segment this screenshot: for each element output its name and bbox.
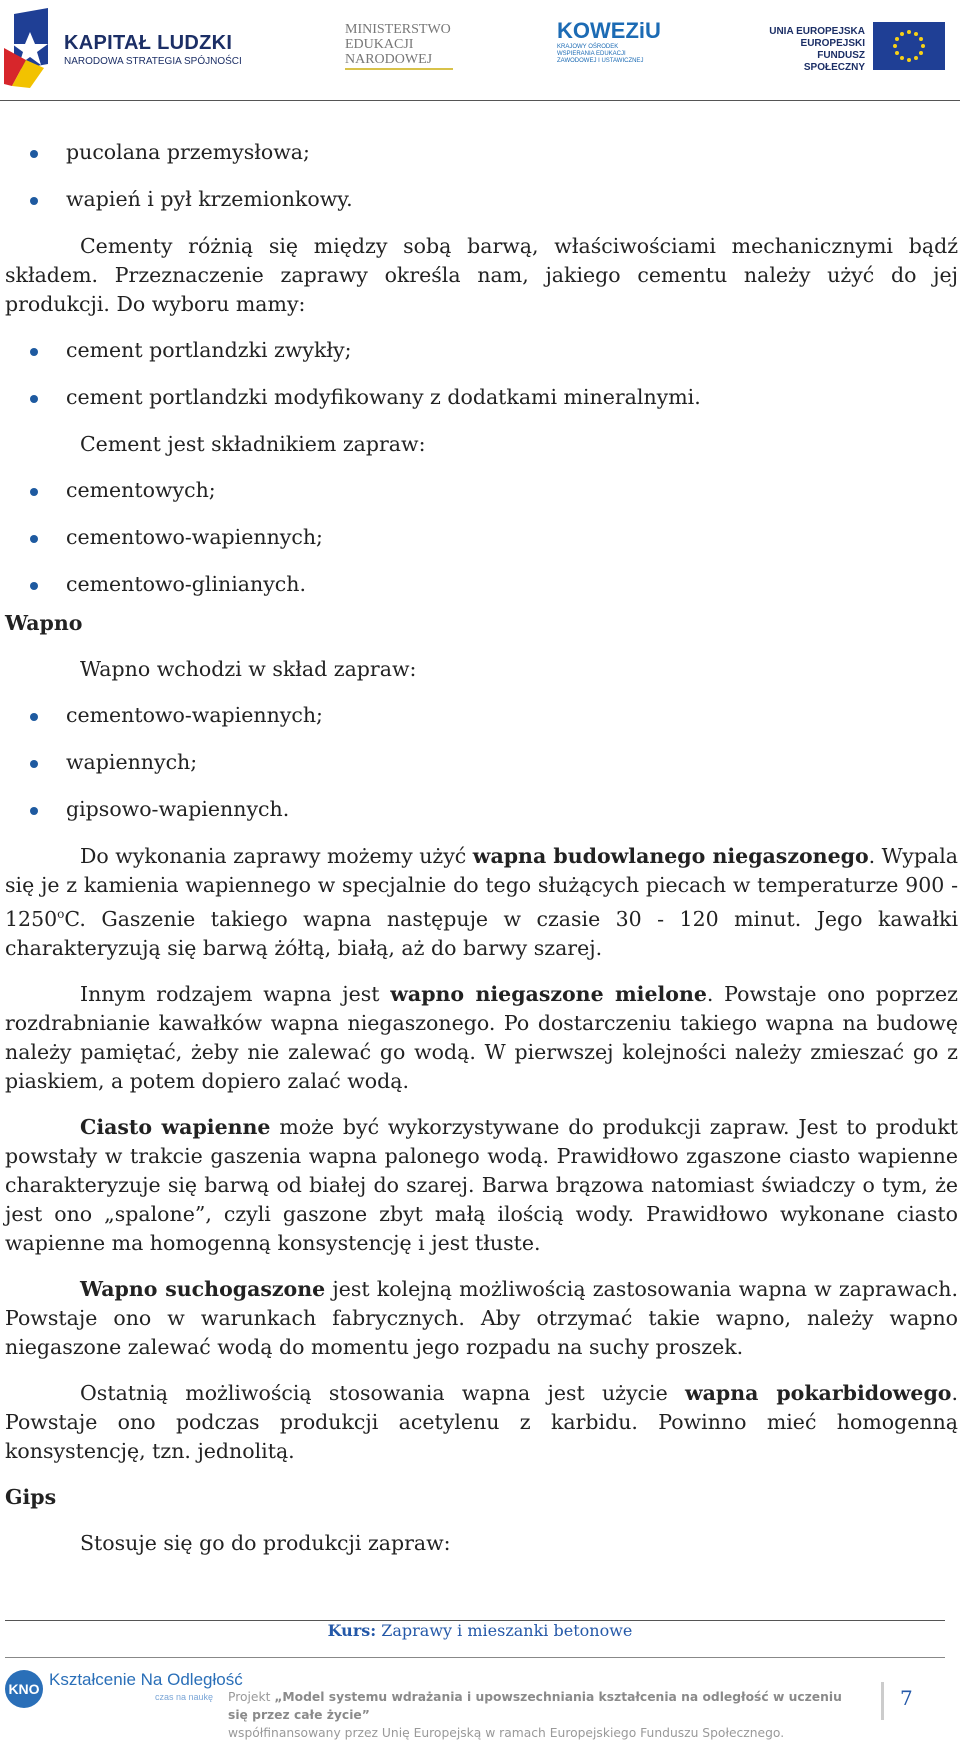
kno-logo-icon: KNO bbox=[5, 1670, 43, 1708]
page-number-separator bbox=[881, 1682, 884, 1720]
document-body bbox=[5, 138, 958, 1575]
paragraph bbox=[5, 842, 958, 963]
bold-term: Ciasto wapienne bbox=[80, 1114, 271, 1139]
list-item-text: cementowo-wapiennych; bbox=[66, 525, 323, 549]
men-line-2: EDUKACJI bbox=[345, 37, 414, 52]
bullet-icon bbox=[30, 582, 38, 590]
list-item-text: wapiennych; bbox=[66, 750, 198, 774]
ksztalcenie-logo bbox=[5, 1668, 243, 1716]
paragraph bbox=[5, 1379, 958, 1466]
bullet-icon bbox=[30, 395, 38, 403]
paragraph bbox=[5, 980, 958, 1096]
list-item-text: cement portlandzki zwykły; bbox=[66, 338, 352, 362]
bullet-icon bbox=[30, 760, 38, 768]
bullet-icon bbox=[30, 197, 38, 205]
list-item bbox=[5, 795, 958, 824]
course-label: Kurs: bbox=[327, 1621, 377, 1640]
kowezu-subtitle: KRAJOWY OŚRODEK WSPIERANIA EDUKACJI ZAWODOWEJ I USTAWICZNEJ bbox=[557, 44, 644, 64]
bold-term: wapna budowlanego niegaszonego bbox=[472, 844, 869, 868]
bullet-icon bbox=[30, 535, 38, 543]
page-number: 7 bbox=[900, 1686, 913, 1710]
list-item bbox=[5, 383, 958, 412]
list-item bbox=[5, 523, 958, 552]
list-intro: Wapno wchodzi w skład zapraw: bbox=[80, 657, 417, 681]
ue-line-2: EUROPEJSKI bbox=[800, 38, 865, 49]
list-item bbox=[5, 336, 958, 365]
degree-superscript: o bbox=[57, 907, 65, 921]
section-heading-gips: Gips bbox=[5, 1484, 57, 1509]
eu-flag-icon bbox=[873, 22, 945, 70]
bold-term: Wapno suchogaszone bbox=[80, 1276, 326, 1301]
project-prefix: Projekt bbox=[228, 1690, 275, 1704]
list-item-text: gipsowo-wapiennych. bbox=[66, 797, 290, 821]
men-line-1: MINISTERSTWO bbox=[345, 22, 451, 37]
list-item-text: cementowych; bbox=[66, 478, 216, 502]
men-logo-text bbox=[345, 22, 451, 67]
bullet-icon bbox=[30, 488, 38, 496]
paragraph: Cementy różnią się między sobą barwą, właściwościami mechanicznymi bądź składem. Przeznaczenie zaprawy określa nam, jakiego cementu należy użyć do jej produkcji. Do wyboru mamy: bbox=[5, 234, 958, 316]
kapital-ludzki-subtitle: NARODOWA STRATEGIA SPÓJNOŚCI bbox=[64, 56, 242, 67]
list-item bbox=[5, 185, 958, 214]
list-item-text: cement portlandzki modyfikowany z dodatkami mineralnymi. bbox=[66, 385, 701, 409]
project-line-1 bbox=[228, 1688, 848, 1724]
men-line-3: NARODOWEJ bbox=[345, 52, 433, 67]
text-run: jest kolejną możliwością zastosowania wapna w zaprawach. Powstaje ono w warunkach fabrycznych. Aby otrzymać takie wapno, należy wapno niegaszone zalewać wodą do momentu jego rozpadu na suchy proszek. bbox=[5, 1276, 958, 1359]
project-info bbox=[228, 1688, 848, 1742]
bullet-icon bbox=[30, 348, 38, 356]
paragraph bbox=[5, 1275, 958, 1362]
list-item-text: pucolana przemysłowa; bbox=[66, 140, 310, 164]
course-title bbox=[0, 1621, 960, 1640]
text-run: Ostatnią możliwością stosowania wapna jest użycie bbox=[80, 1380, 685, 1405]
text-run: Do wykonania zaprawy możemy użyć bbox=[80, 844, 473, 868]
kapital-ludzki-title: KAPITAŁ LUDZKI bbox=[64, 32, 233, 54]
ksztalcenie-subtitle: czas na naukę bbox=[155, 1692, 214, 1702]
men-decor-line bbox=[345, 68, 453, 70]
project-line-2: współfinansowany przez Unię Europejską w ramach Europejskiego Funduszu Społecznego. bbox=[228, 1726, 785, 1740]
text-run: C. Gaszenie takiego wapna następuje w czasie 30 - 120 minut. Jego kawałki charakteryzują się barwą żółtą, białą, aż do barwy szarej. bbox=[5, 906, 958, 960]
text-run: może być wykorzystywane do produkcji zapraw. Jest to produkt powstały w trakcie gaszenia wapna palonego wodą. Prawidłowo zgaszone ciasto wapienne charakteryzuje się barwą od białej do szarej. Barwa brązowa natomiast świadczy o tym, że jest ono „spalone”, czyli gaszone zbyt małą ilością wody. Prawidłowo wykonane ciasto wapienne ma homogenną konsystencję i jest tłuste. bbox=[5, 1114, 959, 1255]
ue-logo-text bbox=[755, 26, 865, 74]
text-run: . Powstaje ono podczas produkcji acetylenu z karbidu. Powinno mieć homogenną konsystencję, tzn. jednolitą. bbox=[5, 1380, 958, 1463]
section-heading-wapno: Wapno bbox=[5, 611, 83, 635]
ue-line-3: FUNDUSZ SPOŁECZNY bbox=[803, 50, 865, 73]
text-run: . Powstaje ono poprzez rozdrabnianie kawałków wapna niegaszonego. Po dostarczeniu takiego wapna na budowę należy pamiętać, żeby nie zalewać go wodą. W pierwszej kolejności należy zmieszać go z piaskiem, a potem dopiero zalać wodą. bbox=[5, 981, 958, 1093]
ue-line-1: UNIA EUROPEJSKA bbox=[769, 26, 865, 37]
list-intro: Cement jest składnikiem zapraw: bbox=[80, 432, 426, 456]
list-item bbox=[5, 701, 958, 730]
text-run: Innym rodzajem wapna jest bbox=[80, 981, 391, 1006]
list-intro: Stosuje się go do produkcji zapraw: bbox=[80, 1530, 451, 1555]
text-run: . Wypala się je z kamienia wapiennego w specjalnie do tego służących piecach w temperaturze 900 - 1250 bbox=[5, 844, 958, 931]
course-name: Zaprawy i mieszanki betonowe bbox=[376, 1621, 633, 1640]
bullet-icon bbox=[30, 150, 38, 158]
list-item-text: cementowo-wapiennych; bbox=[66, 703, 323, 727]
list-item bbox=[5, 138, 958, 167]
bold-term: wapno niegaszone mielone bbox=[390, 981, 707, 1006]
list-item bbox=[5, 476, 958, 505]
kowezu-logo bbox=[557, 18, 661, 65]
kapital-ludzki-logo-icon bbox=[4, 8, 58, 88]
bullet-icon bbox=[30, 713, 38, 721]
list-item-text: wapień i pył krzemionkowy. bbox=[66, 187, 353, 211]
list-item bbox=[5, 748, 958, 777]
bold-term: wapna pokarbidowego bbox=[685, 1380, 952, 1405]
kowezu-title: KOWEZiU bbox=[557, 18, 661, 43]
page-header bbox=[0, 0, 960, 101]
kapital-ludzki-text bbox=[64, 32, 242, 67]
footer-divider bbox=[5, 1657, 945, 1658]
project-title: „Model systemu wdrażania i upowszechniania kształcenia na odległość w uczeniu się przez całe życie” bbox=[228, 1690, 842, 1722]
bullet-icon bbox=[30, 807, 38, 815]
list-item bbox=[5, 570, 958, 599]
ksztalcenie-title: Kształcenie Na Odległość bbox=[49, 1670, 243, 1689]
list-item-text: cementowo-glinianych. bbox=[66, 572, 306, 596]
paragraph bbox=[5, 1113, 958, 1258]
